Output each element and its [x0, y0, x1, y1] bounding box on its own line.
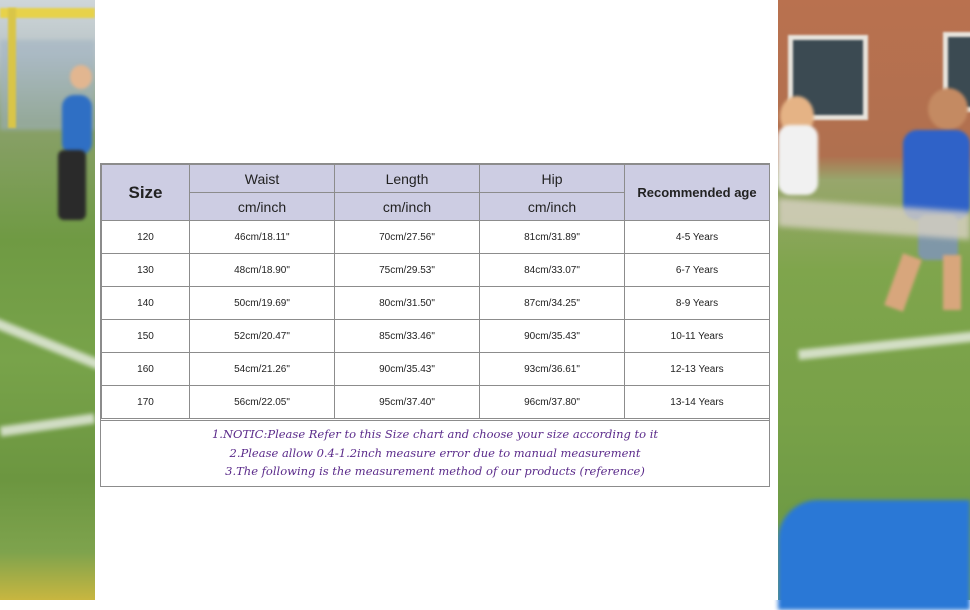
hip-cell: 81cm/31.89" [480, 221, 625, 254]
hip-cell: 96cm/37.80" [480, 386, 625, 419]
field-line [798, 330, 970, 360]
age-header: Recommended age [625, 165, 770, 221]
length-cell: 85cm/33.46" [335, 320, 480, 353]
age-cell: 12-13 Years [625, 353, 770, 386]
waist-cell: 52cm/20.47" [190, 320, 335, 353]
length-unit: cm/inch [335, 193, 480, 221]
child-leg [943, 255, 961, 310]
field-line [0, 413, 95, 436]
size-table [101, 164, 770, 419]
field-line [0, 318, 95, 372]
note-line: 1.NOTIC:Please Refer to this Size chart and choose your size according to it [211, 427, 659, 441]
length-cell: 80cm/31.50" [335, 287, 480, 320]
notes-box [101, 420, 769, 487]
size-chart [100, 163, 770, 487]
age-cell: 6-7 Years [625, 254, 770, 287]
table-row [102, 254, 770, 287]
hip-header: Hip [480, 165, 625, 193]
age-cell: 4-5 Years [625, 221, 770, 254]
waist-cell: 46cm/18.11" [190, 221, 335, 254]
age-cell: 8-9 Years [625, 287, 770, 320]
size-cell: 130 [102, 254, 190, 287]
waist-cell: 54cm/21.26" [190, 353, 335, 386]
note-line: 2.Please allow 0.4-1.2inch measure error due to manual measurement [229, 445, 641, 460]
child-leg [884, 253, 922, 312]
table-row [102, 353, 770, 386]
child-figure [903, 130, 970, 220]
age-cell: 13-14 Years [625, 386, 770, 419]
child-legs [58, 150, 86, 220]
header-row [102, 165, 770, 193]
table-row [102, 320, 770, 353]
hip-cell: 84cm/33.07" [480, 254, 625, 287]
length-header: Length [335, 165, 480, 193]
blue-mat-shape [778, 500, 970, 610]
waist-header: Waist [190, 165, 335, 193]
child-figure [778, 125, 818, 195]
waist-unit: cm/inch [190, 193, 335, 221]
child-figure [62, 95, 92, 155]
table-row [102, 221, 770, 254]
length-cell: 95cm/37.40" [335, 386, 480, 419]
table-row [102, 386, 770, 419]
length-cell: 90cm/35.43" [335, 353, 480, 386]
size-cell: 160 [102, 353, 190, 386]
size-header: Size [102, 165, 190, 221]
goal-post-shape [8, 8, 16, 128]
length-cell: 75cm/29.53" [335, 254, 480, 287]
background-photo-left [0, 0, 95, 600]
waist-cell: 50cm/19.69" [190, 287, 335, 320]
size-cell: 170 [102, 386, 190, 419]
hip-cell: 87cm/34.25" [480, 287, 625, 320]
waist-cell: 48cm/18.90" [190, 254, 335, 287]
table-row [102, 287, 770, 320]
child-head [928, 88, 968, 130]
size-cell: 120 [102, 221, 190, 254]
size-cell: 150 [102, 320, 190, 353]
hip-cell: 93cm/36.61" [480, 353, 625, 386]
age-cell: 10-11 Years [625, 320, 770, 353]
hip-cell: 90cm/35.43" [480, 320, 625, 353]
length-cell: 70cm/27.56" [335, 221, 480, 254]
size-cell: 140 [102, 287, 190, 320]
waist-cell: 56cm/22.05" [190, 386, 335, 419]
note-line: 3.The following is the measurement method of our products (reference) [225, 464, 645, 478]
hip-unit: cm/inch [480, 193, 625, 221]
child-head [70, 65, 92, 89]
